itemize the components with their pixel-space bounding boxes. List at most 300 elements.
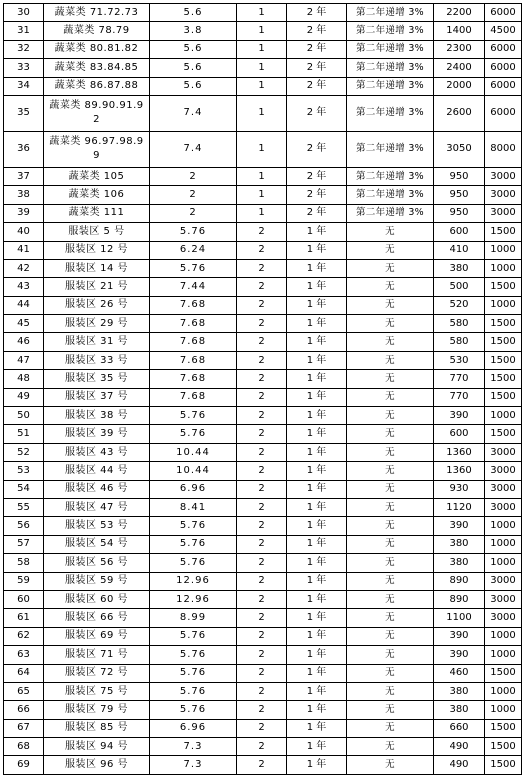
stall-name: 服装区 44 号: [44, 462, 150, 480]
deposit-amount: 1500: [485, 333, 522, 351]
table-row: [4, 131, 522, 167]
row-number: 44: [4, 296, 44, 314]
stall-area: 8.99: [150, 609, 237, 627]
rent-increase: 无: [347, 572, 434, 590]
deposit-amount: 1500: [485, 425, 522, 443]
row-number: 60: [4, 590, 44, 608]
rent-increase: 第二年递增 3%: [347, 95, 434, 131]
lease-term: 2 年: [287, 131, 347, 167]
rent-price: 520: [434, 296, 485, 314]
rent-price: 580: [434, 315, 485, 333]
stall-name: 服装区 5 号: [44, 223, 150, 241]
lease-term: 2 年: [287, 4, 347, 22]
stall-area: 5.6: [150, 40, 237, 58]
row-number: 53: [4, 462, 44, 480]
row-number: 69: [4, 756, 44, 774]
stall-name: 蔬菜类 83.84.85: [44, 59, 150, 77]
rent-increase: 无: [347, 296, 434, 314]
rent-increase: 无: [347, 278, 434, 296]
stall-quantity: 2: [237, 278, 287, 296]
stall-area: 2: [150, 186, 237, 204]
stall-area: 5.6: [150, 4, 237, 22]
deposit-amount: 3000: [485, 462, 522, 480]
stall-quantity: 2: [237, 333, 287, 351]
stall-quantity: 2: [237, 407, 287, 425]
table-row: [4, 646, 522, 664]
stall-name: 蔬菜类 80.81.82: [44, 40, 150, 58]
stall-quantity: 2: [237, 223, 287, 241]
rent-price: 950: [434, 186, 485, 204]
deposit-amount: 1500: [485, 278, 522, 296]
lease-term: 1 年: [287, 425, 347, 443]
stall-area: 7.68: [150, 351, 237, 369]
stall-quantity: 2: [237, 701, 287, 719]
table-row: [4, 627, 522, 645]
table-row: [4, 296, 522, 314]
stall-area: 5.76: [150, 259, 237, 277]
rent-increase: 无: [347, 627, 434, 645]
lease-term: 1 年: [287, 572, 347, 590]
stall-area: 5.76: [150, 554, 237, 572]
rent-price: 1360: [434, 462, 485, 480]
table-row: [4, 590, 522, 608]
rent-price: 1100: [434, 609, 485, 627]
lease-term: 1 年: [287, 351, 347, 369]
stall-area: 5.76: [150, 223, 237, 241]
stall-name: 服装区 54 号: [44, 535, 150, 553]
deposit-amount: 6000: [485, 95, 522, 131]
row-number: 34: [4, 77, 44, 95]
table-row: [4, 664, 522, 682]
stall-quantity: 1: [237, 22, 287, 40]
lease-term: 2 年: [287, 22, 347, 40]
stall-area: 7.44: [150, 278, 237, 296]
deposit-amount: 6000: [485, 40, 522, 58]
stall-area: 5.76: [150, 535, 237, 553]
deposit-amount: 1500: [485, 664, 522, 682]
stall-name: 服装区 47 号: [44, 498, 150, 516]
rent-increase: 第二年递增 3%: [347, 77, 434, 95]
rent-increase: 第二年递增 3%: [347, 22, 434, 40]
rent-price: 390: [434, 627, 485, 645]
stall-quantity: 2: [237, 296, 287, 314]
rent-price: 460: [434, 664, 485, 682]
stall-quantity: 2: [237, 682, 287, 700]
table-row: [4, 609, 522, 627]
stall-area: 10.44: [150, 443, 237, 461]
deposit-amount: 1000: [485, 407, 522, 425]
deposit-amount: 3000: [485, 186, 522, 204]
row-number: 42: [4, 259, 44, 277]
stall-name: 服装区 12 号: [44, 241, 150, 259]
table-row: [4, 40, 522, 58]
rent-price: 770: [434, 370, 485, 388]
rent-increase: 无: [347, 425, 434, 443]
lease-term: 1 年: [287, 223, 347, 241]
row-number: 47: [4, 351, 44, 369]
rent-price: 2300: [434, 40, 485, 58]
stall-name: 蔬菜类 96.97.98.99: [44, 131, 150, 167]
stall-name: 服装区 59 号: [44, 572, 150, 590]
stall-quantity: 2: [237, 609, 287, 627]
deposit-amount: 6000: [485, 59, 522, 77]
table-row: [4, 480, 522, 498]
stall-name: 蔬菜类 78.79: [44, 22, 150, 40]
deposit-amount: 1000: [485, 646, 522, 664]
table-row: [4, 443, 522, 461]
lease-term: 2 年: [287, 40, 347, 58]
table-row: [4, 186, 522, 204]
row-number: 39: [4, 204, 44, 222]
stall-quantity: 2: [237, 462, 287, 480]
stall-quantity: 2: [237, 498, 287, 516]
stall-quantity: 1: [237, 95, 287, 131]
stall-area: 5.76: [150, 646, 237, 664]
deposit-amount: 3000: [485, 480, 522, 498]
table-row: [4, 498, 522, 516]
rent-increase: 第二年递增 3%: [347, 167, 434, 185]
row-number: 40: [4, 223, 44, 241]
row-number: 46: [4, 333, 44, 351]
rent-increase: 第二年递增 3%: [347, 40, 434, 58]
rent-price: 890: [434, 572, 485, 590]
table-row: [4, 535, 522, 553]
deposit-amount: 1500: [485, 388, 522, 406]
rent-price: 380: [434, 701, 485, 719]
rent-increase: 无: [347, 701, 434, 719]
stall-name: 服装区 96 号: [44, 756, 150, 774]
table-body: [4, 4, 522, 775]
lease-term: 1 年: [287, 701, 347, 719]
stall-name: 蔬菜类 106: [44, 186, 150, 204]
stall-quantity: 2: [237, 646, 287, 664]
stall-area: 10.44: [150, 462, 237, 480]
stall-quantity: 2: [237, 388, 287, 406]
lease-term: 2 年: [287, 204, 347, 222]
stall-name: 服装区 94 号: [44, 738, 150, 756]
stall-area: 12.96: [150, 590, 237, 608]
lease-term: 1 年: [287, 646, 347, 664]
deposit-amount: 1000: [485, 554, 522, 572]
rent-price: 390: [434, 407, 485, 425]
rent-increase: 无: [347, 315, 434, 333]
rent-price: 530: [434, 351, 485, 369]
stall-quantity: 2: [237, 351, 287, 369]
rent-price: 890: [434, 590, 485, 608]
stall-quantity: 1: [237, 40, 287, 58]
row-number: 51: [4, 425, 44, 443]
deposit-amount: 1000: [485, 241, 522, 259]
stall-area: 7.68: [150, 333, 237, 351]
deposit-amount: 1000: [485, 627, 522, 645]
table-row: [4, 351, 522, 369]
stall-name: 服装区 46 号: [44, 480, 150, 498]
stall-area: 5.76: [150, 517, 237, 535]
rent-price: 600: [434, 425, 485, 443]
lease-term: 1 年: [287, 278, 347, 296]
stall-area: 7.3: [150, 756, 237, 774]
lease-term: 1 年: [287, 535, 347, 553]
lease-term: 1 年: [287, 738, 347, 756]
rent-price: 410: [434, 241, 485, 259]
rent-price: 770: [434, 388, 485, 406]
deposit-amount: 3000: [485, 204, 522, 222]
deposit-amount: 3000: [485, 443, 522, 461]
stall-area: 6.96: [150, 480, 237, 498]
stall-area: 5.6: [150, 59, 237, 77]
rent-price: 2200: [434, 4, 485, 22]
table-row: [4, 572, 522, 590]
row-number: 32: [4, 40, 44, 58]
rent-price: 580: [434, 333, 485, 351]
stall-name: 蔬菜类 89.90.91.92: [44, 95, 150, 131]
stall-area: 7.68: [150, 370, 237, 388]
rent-price: 490: [434, 738, 485, 756]
table-row: [4, 756, 522, 774]
stall-name: 服装区 33 号: [44, 351, 150, 369]
stall-name: 服装区 53 号: [44, 517, 150, 535]
lease-term: 1 年: [287, 554, 347, 572]
deposit-amount: 1500: [485, 756, 522, 774]
row-number: 52: [4, 443, 44, 461]
rent-increase: 无: [347, 664, 434, 682]
deposit-amount: 1500: [485, 351, 522, 369]
lease-term: 1 年: [287, 462, 347, 480]
deposit-amount: 6000: [485, 4, 522, 22]
rent-price: 380: [434, 535, 485, 553]
table-row: [4, 77, 522, 95]
rent-increase: 第二年递增 3%: [347, 186, 434, 204]
lease-term: 1 年: [287, 241, 347, 259]
stall-name: 服装区 60 号: [44, 590, 150, 608]
rent-price: 2000: [434, 77, 485, 95]
stall-name: 服装区 71 号: [44, 646, 150, 664]
lease-term: 2 年: [287, 77, 347, 95]
stall-area: 5.76: [150, 627, 237, 645]
table-row: [4, 95, 522, 131]
rent-price: 380: [434, 682, 485, 700]
stall-quantity: 1: [237, 186, 287, 204]
table-row: [4, 407, 522, 425]
rent-increase: 无: [347, 590, 434, 608]
table-row: [4, 370, 522, 388]
rent-price: 950: [434, 204, 485, 222]
table-row: [4, 682, 522, 700]
row-number: 49: [4, 388, 44, 406]
stall-quantity: 2: [237, 572, 287, 590]
row-number: 66: [4, 701, 44, 719]
lease-term: 1 年: [287, 480, 347, 498]
table-row: [4, 719, 522, 737]
table-row: [4, 425, 522, 443]
stall-quantity: 1: [237, 167, 287, 185]
stall-area: 2: [150, 204, 237, 222]
stall-name: 服装区 31 号: [44, 333, 150, 351]
rent-price: 1400: [434, 22, 485, 40]
stall-quantity: 2: [237, 664, 287, 682]
rent-price: 3050: [434, 131, 485, 167]
lease-term: 1 年: [287, 498, 347, 516]
table-row: [4, 701, 522, 719]
table-row: [4, 554, 522, 572]
rent-price: 380: [434, 554, 485, 572]
row-number: 30: [4, 4, 44, 22]
rent-increase: 无: [347, 535, 434, 553]
row-number: 38: [4, 186, 44, 204]
table-row: [4, 388, 522, 406]
rent-increase: 无: [347, 719, 434, 737]
rent-price: 2400: [434, 59, 485, 77]
stall-quantity: 2: [237, 719, 287, 737]
row-number: 56: [4, 517, 44, 535]
row-number: 64: [4, 664, 44, 682]
deposit-amount: 3000: [485, 590, 522, 608]
row-number: 41: [4, 241, 44, 259]
rent-price: 950: [434, 167, 485, 185]
stall-quantity: 2: [237, 756, 287, 774]
row-number: 63: [4, 646, 44, 664]
deposit-amount: 1000: [485, 296, 522, 314]
table-row: [4, 223, 522, 241]
stall-quantity: 1: [237, 77, 287, 95]
rent-increase: 第二年递增 3%: [347, 4, 434, 22]
rent-price: 390: [434, 517, 485, 535]
stall-quantity: 2: [237, 738, 287, 756]
row-number: 36: [4, 131, 44, 167]
stall-quantity: 2: [237, 241, 287, 259]
row-number: 43: [4, 278, 44, 296]
lease-term: 1 年: [287, 315, 347, 333]
deposit-amount: 1500: [485, 223, 522, 241]
deposit-amount: 3000: [485, 572, 522, 590]
row-number: 67: [4, 719, 44, 737]
stall-quantity: 2: [237, 535, 287, 553]
rent-price: 380: [434, 259, 485, 277]
row-number: 37: [4, 167, 44, 185]
stall-area: 6.24: [150, 241, 237, 259]
rent-increase: 无: [347, 554, 434, 572]
stall-name: 服装区 37 号: [44, 388, 150, 406]
rent-increase: 无: [347, 480, 434, 498]
stall-area: 2: [150, 167, 237, 185]
table-row: [4, 241, 522, 259]
rent-increase: 第二年递增 3%: [347, 204, 434, 222]
stall-area: 5.76: [150, 407, 237, 425]
lease-term: 1 年: [287, 664, 347, 682]
rent-price: 1360: [434, 443, 485, 461]
stall-name: 服装区 79 号: [44, 701, 150, 719]
stall-name: 服装区 26 号: [44, 296, 150, 314]
stall-name: 服装区 35 号: [44, 370, 150, 388]
row-number: 59: [4, 572, 44, 590]
row-number: 48: [4, 370, 44, 388]
stall-name: 服装区 14 号: [44, 259, 150, 277]
lease-term: 2 年: [287, 186, 347, 204]
deposit-amount: 1500: [485, 738, 522, 756]
stall-name: 服装区 21 号: [44, 278, 150, 296]
lease-term: 1 年: [287, 407, 347, 425]
stall-quantity: 2: [237, 554, 287, 572]
table-row: [4, 22, 522, 40]
row-number: 35: [4, 95, 44, 131]
rent-price: 390: [434, 646, 485, 664]
rent-increase: 无: [347, 462, 434, 480]
rent-price: 1120: [434, 498, 485, 516]
rent-increase: 无: [347, 646, 434, 664]
row-number: 55: [4, 498, 44, 516]
lease-term: 1 年: [287, 370, 347, 388]
stall-area: 5.76: [150, 682, 237, 700]
row-number: 65: [4, 682, 44, 700]
row-number: 61: [4, 609, 44, 627]
rent-increase: 无: [347, 388, 434, 406]
table-row: [4, 517, 522, 535]
table-row: [4, 315, 522, 333]
stall-name: 服装区 43 号: [44, 443, 150, 461]
deposit-amount: 1000: [485, 259, 522, 277]
rent-price: 2600: [434, 95, 485, 131]
row-number: 33: [4, 59, 44, 77]
lease-term: 2 年: [287, 59, 347, 77]
rent-price: 930: [434, 480, 485, 498]
stall-name: 服装区 56 号: [44, 554, 150, 572]
table-row: [4, 462, 522, 480]
row-number: 45: [4, 315, 44, 333]
row-number: 58: [4, 554, 44, 572]
table-row: [4, 333, 522, 351]
deposit-amount: 1500: [485, 315, 522, 333]
rent-increase: 无: [347, 259, 434, 277]
stall-area: 6.96: [150, 719, 237, 737]
stall-name: 蔬菜类 86.87.88: [44, 77, 150, 95]
lease-term: 1 年: [287, 517, 347, 535]
row-number: 62: [4, 627, 44, 645]
row-number: 50: [4, 407, 44, 425]
rent-price: 660: [434, 719, 485, 737]
stall-quantity: 2: [237, 443, 287, 461]
stall-quantity: 1: [237, 4, 287, 22]
stall-area: 7.68: [150, 315, 237, 333]
stall-quantity: 1: [237, 131, 287, 167]
deposit-amount: 1000: [485, 701, 522, 719]
lease-term: 1 年: [287, 590, 347, 608]
row-number: 54: [4, 480, 44, 498]
table-row: [4, 259, 522, 277]
table-row: [4, 738, 522, 756]
deposit-amount: 8000: [485, 131, 522, 167]
stall-quantity: 1: [237, 59, 287, 77]
stall-area: 8.41: [150, 498, 237, 516]
lease-term: 1 年: [287, 388, 347, 406]
lease-term: 1 年: [287, 609, 347, 627]
stall-name: 服装区 66 号: [44, 609, 150, 627]
deposit-amount: 1000: [485, 517, 522, 535]
stall-quantity: 2: [237, 480, 287, 498]
row-number: 31: [4, 22, 44, 40]
stall-area: 5.6: [150, 77, 237, 95]
stall-area: 7.68: [150, 388, 237, 406]
stall-name: 服装区 85 号: [44, 719, 150, 737]
row-number: 57: [4, 535, 44, 553]
rent-increase: 无: [347, 351, 434, 369]
lease-term: 1 年: [287, 296, 347, 314]
lease-term: 1 年: [287, 719, 347, 737]
lease-term: 2 年: [287, 167, 347, 185]
table-row: [4, 204, 522, 222]
rent-increase: 无: [347, 609, 434, 627]
deposit-amount: 1000: [485, 682, 522, 700]
stall-name: 服装区 38 号: [44, 407, 150, 425]
